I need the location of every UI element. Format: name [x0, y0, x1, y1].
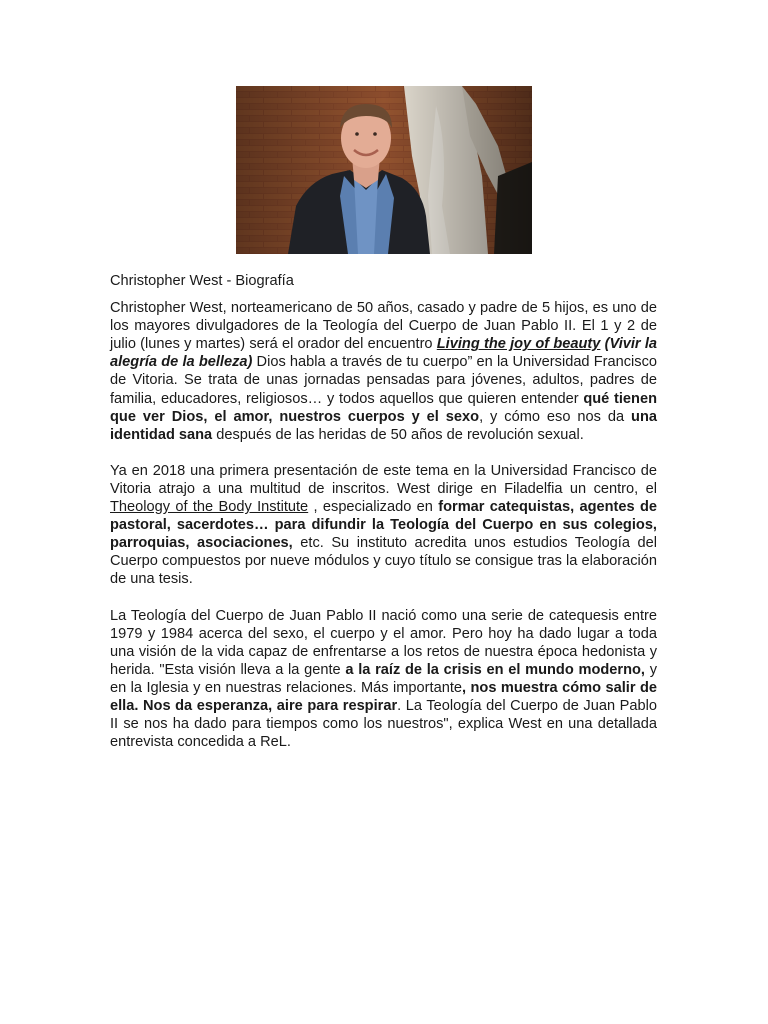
p2-text-3: etc. Su instituto acredita unos estudios Teología del Cuerpo compuestos por nueve módulos y cuyo título se consigue tras la elaboración de una tesis. — [110, 535, 657, 588]
document-title: Christopher West - Biografía — [110, 273, 294, 289]
p3-bold-crisis: a la raíz de la crisis en el mundo moderno, — [345, 661, 645, 678]
p2-bold-mission: formar catequistas, agentes de pastoral, sacerdotes… para difundir la Teología del Cuerpo en sus colegios, parroquias, asociaciones, — [110, 499, 657, 552]
p3-bold-hope: , nos muestra cómo salir de ella. Nos da esperanza, aire para respirar — [110, 679, 657, 714]
p3-text-1: La Teología del Cuerpo de Juan Pablo II nació como una serie de catequesis entre 1979 y 1984 acerca del sexo, el cuerpo y el amor. Pero hoy ha dado lugar a toda una visión de la vida capaz de enfrentarse a los retos de nuestra época hedonista y herida. "Esta visión lleva a la gente — [110, 607, 657, 678]
portrait-illustration — [236, 86, 532, 254]
portrait-photo — [236, 86, 532, 254]
article — [110, 272, 657, 769]
event-name-link[interactable]: Living the joy of beauty — [436, 336, 601, 353]
p3-text-3: . La Teología del Cuerpo de Juan Pablo II se nos ha dado para tiempos como los nuestros", explica West en una detallada entrevista concedida a ReL. — [110, 697, 657, 751]
p2-text-2: , especializado en — [308, 499, 439, 516]
p1-bold-question: qué tienen que ver Dios, el amor, nuestros cuerpos y el sexo — [110, 390, 657, 425]
p1-text-5: después de las heridas de 50 años de revolución sexual. — [212, 426, 584, 443]
paragraph-2 — [110, 462, 657, 589]
paragraph-3 — [110, 607, 657, 752]
institute-link[interactable]: Theology of the Body Institute — [110, 499, 309, 516]
p1-text-1: Christopher West, norteamericano de 50 años, casado y padre de 5 hijos, es uno de los mayores divulgadores de la Teología del Cuerpo de Juan Pablo II. El 1 y 2 de julio (lunes y martes) será el orador del encuentro — [110, 300, 657, 353]
p1-text-4: , y cómo eso nos da — [479, 408, 632, 425]
event-name-spanish: (Vivir la alegría de la belleza) — [110, 336, 657, 371]
p2-text-1: Ya en 2018 una primera presentación de este tema en la Universidad Francisco de Vitoria atrajo a una multitud de inscritos. West dirige en Filadelfia un centro, el — [110, 462, 657, 497]
paragraph-1 — [110, 299, 657, 444]
p1-text-3: Dios habla a través de tu cuerpo” en la Universidad Francisco de Vitoria. Se trata de unas jornadas pensadas para jóvenes, adultos, padres de familia, educadores, religiosos… y todos aquellos que quieren entender — [110, 354, 657, 407]
p3-text-2: y en la Iglesia y en nuestras relaciones. Más importante — [110, 661, 657, 696]
p1-bold-identity: una identidad sana — [110, 408, 657, 443]
